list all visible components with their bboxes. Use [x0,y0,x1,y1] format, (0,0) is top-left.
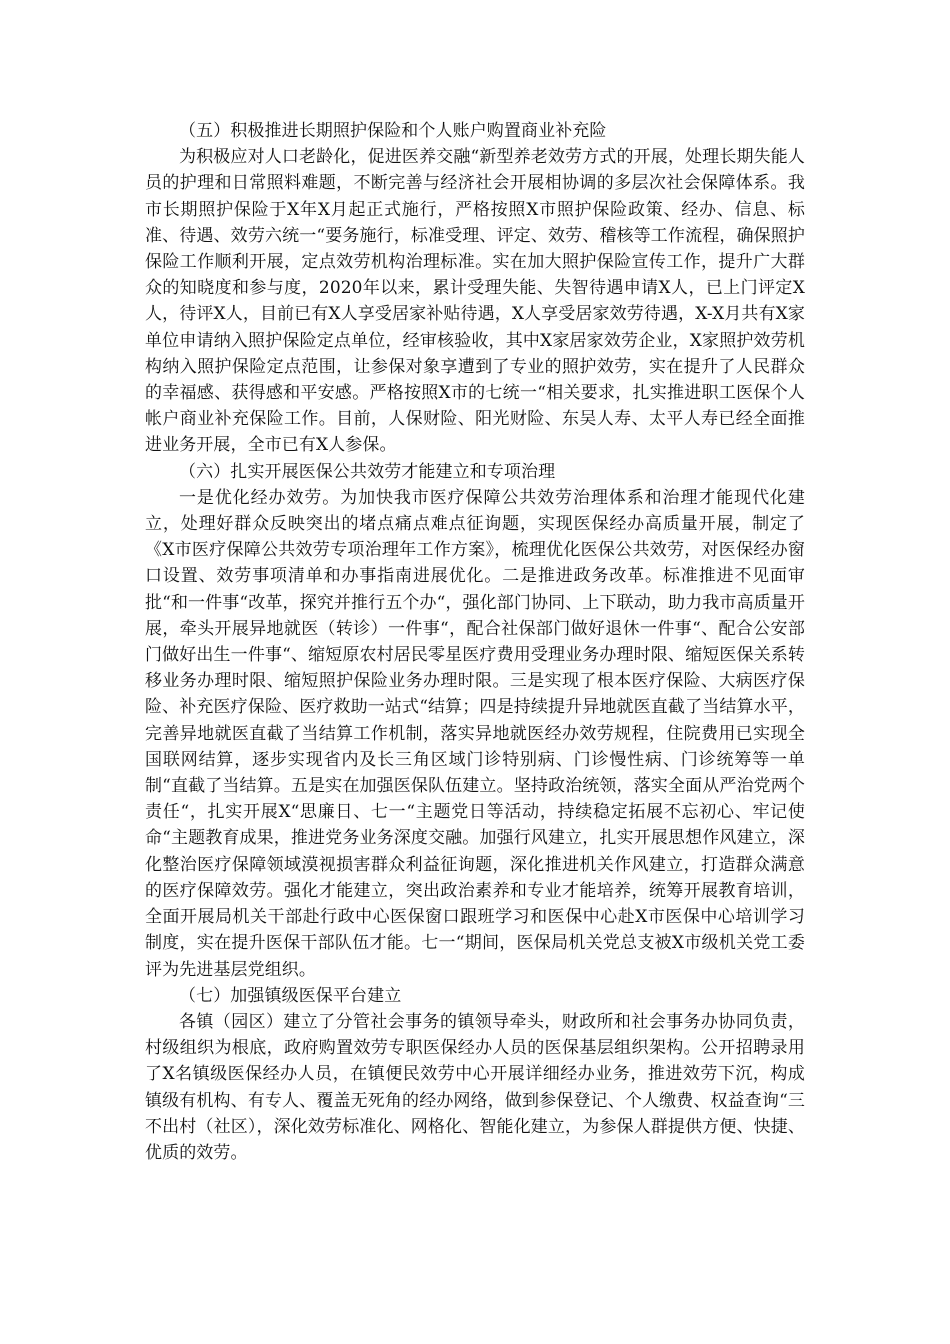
section-paragraph-5: 为积极应对人口老龄化，促进医养交融“新型养老效劳方式的开展，处理长期失能人员的护理和日常照料难题，不断完善与经济社会开展相协调的多层次社会保障体系。我市长期照护保险于X年X月起正式施行，严格按照X市照护保险政策、经办、信息、标准、待遇、效劳六统一“要务施行，标准受理、评定、效劳、稽核等工作流程，确保照护保险工作顺利开展，定点效劳机构治理标准。实在加大照护保险宣传工作，提升广大群众的知晓度和参与度，2020年以来，累计受理失能、失智待遇申请X人，已上门评定X人，待评X人，目前已有X人享受居家补贴待遇，X人享受居家效劳待遇，X-X月共有X家单位申请纳入照护保险定点单位，经审核验收，其中X家居家效劳企业，X家照护效劳机构纳入照护保险定点范围，让参保对象享遭到了专业的照护效劳，实在提升了人民群众的幸福感、获得感和平安感。严格按照X市的七统一“相关要求，扎实推进职工医保个人帐户商业补充保险工作。目前，人保财险、阳光财险、东吴人寿、太平人寿已经全面推进业务开展，全市已有X人参保。 [145,147,805,456]
document-body [145,118,805,1166]
section-paragraph-7: 各镇（园区）建立了分管社会事务的镇领导牵头，财政所和社会事务办协同负责，村级组织为根底，政府购置效劳专职医保经办人员的医保基层组织架构。公开招聘录用了X名镇级医保经办人员，在镇便民效劳中心开展详细经办业务，推进效劳下沉，构成镇级有机构、有专人、覆盖无死角的经办网络，做到参保登记、个人缴费、权益查询“三不出村（社区），深化效劳标准化、网格化、智能化建立，为参保人群提供方便、快捷、优质的效劳。 [145,1011,805,1163]
section-paragraph-6: 一是优化经办效劳。为加快我市医疗保障公共效劳治理体系和治理才能现代化建立，处理好群众反映突出的堵点痛点难点征询题，实现医保经办高质量开展，制定了《X市医疗保障公共效劳专项治理年工作方案》，梳理优化医保公共效劳，对医保经办窗口设置、效劳事项清单和办事指南进展优化。二是推进政务改革。标准推进不见面审批“和一件事“改革，探究并推行五个办“，强化部门协同、上下联动，助力我市高质量开展，牵头开展异地就医（转诊）一件事“，配合社保部门做好退休一件事“、配合公安部门做好出生一件事“、缩短原农村居民零星医疗费用受理业务办理时限、缩短医保关系转移业务办理时限、缩短照护保险业务办理时限。三是实现了根本医疗保险、大病医疗保险、补充医疗保险、医疗救助一站式“结算；四是持续提升异地就医直截了当结算水平，完善异地就医直截了当结算工作机制，落实异地就医经办效劳规程，住院费用已实现全国联网结算，逐步实现省内及长三角区域门诊特别病、门诊慢性病、门诊统筹等一单制“直截了当结算。五是实在加强医保队伍建立。坚持政治统领，落实全面从严治党两个责任“，扎实开展X“思廉日、七一“主题党日等活动，持续稳定拓展不忘初心、牢记使命“主题教育成果，推进党务业务深度交融。加强行风建立，扎实开展思想作风建立，深化整治医疗保障领域漠视损害群众利益征询题，深化推进机关作风建立，打造群众满意的医疗保障效劳。强化才能建立，突出政治素养和专业才能培养，统筹开展教育培训，全面开展局机关干部赴行政中心医保窗口跟班学习和医保中心赴X市医保中心培训学习制度，实在提升医保干部队伍才能。七一“期间，医保局机关党总支被X市级机关党工委评为先进基层党组织。 [145,487,805,980]
section-heading-5: （五）积极推进长期照护保险和个人账户购置商业补充险 [179,121,607,141]
section-heading-6: （六）扎实开展医保公共效劳才能建立和专项治理 [179,461,556,482]
section-heading-7: （七）加强镇级医保平台建立 [179,985,402,1006]
